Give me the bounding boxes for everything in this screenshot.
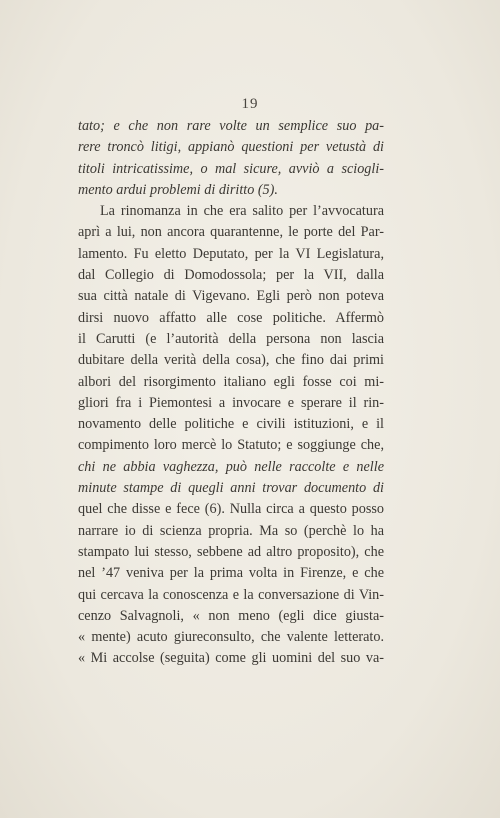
page-number: 19: [241, 96, 259, 112]
text-line: albori del risorgimento italiano egli fosse coi mi-: [78, 373, 384, 390]
text-line: compimento loro mercè lo Statuto; e soggiunge che,: [78, 437, 384, 454]
text-line: lamento. Fu eletto Deputato, per la VI Legislatura,: [78, 245, 384, 262]
text-line: narrare io di scienza propria. Ma so (perchè lo ha: [78, 522, 384, 539]
text-line: qui cercava la conoscenza e la conversazione di Vin-: [78, 586, 384, 603]
text-line: stampato lui stesso, sebbene ad altro proposito), che: [78, 543, 384, 560]
text-line: dal Collegio di Domodossola; per la VII, dalla: [78, 267, 384, 284]
text-line: La rinomanza in che era salito per l’avvocatura: [100, 203, 384, 220]
text-line: dubitare della verità della cosa), che fino dai primi: [78, 352, 384, 369]
text-line: rere troncò litigi, appianò questioni per vetustà di: [78, 139, 384, 156]
text-line: novamento delle politiche e civili istituzioni, e il: [78, 416, 384, 433]
text-line: tato; e che non rare volte un semplice suo pa-: [78, 118, 384, 134]
text-line: « Mi accolse (seguita) come gli uomini del suo va-: [78, 650, 384, 667]
text-line: aprì a lui, non ancora quarantenne, le porte del Par-: [78, 224, 384, 241]
body-text: [78, 116, 384, 670]
text-line: quel che disse e fece (6). Nulla circa a questo posso: [78, 501, 384, 518]
text-line: chi ne abbia vaghezza, può nelle raccolte e nelle: [78, 458, 384, 475]
text-line: titoli intricatissime, o mal sicure, avviò a sciogli-: [78, 160, 384, 177]
text-line: cenzo Salvagnoli, « non meno (egli dice giusta-: [78, 607, 384, 624]
text-line: il Carutti (e l’autorità della persona non lascia: [78, 330, 384, 347]
text-line: nel ’47 veniva per la prima volta in Firenze, e che: [78, 565, 384, 582]
text-line: sua città natale di Vigevano. Egli però non poteva: [78, 288, 384, 305]
text-line: dirsi nuovo affatto alle cose politiche. Affermò: [78, 309, 384, 326]
text-line: mento ardui problemi di diritto (5).: [78, 181, 278, 198]
text-line: minute stampe di quegli anni trovar documento di: [78, 480, 384, 497]
text-line: gliori fra i Piemontesi a invocare e sperare il rin-: [78, 394, 384, 411]
text-line: « mente) acuto giureconsulto, che valente letterato.: [78, 629, 384, 646]
